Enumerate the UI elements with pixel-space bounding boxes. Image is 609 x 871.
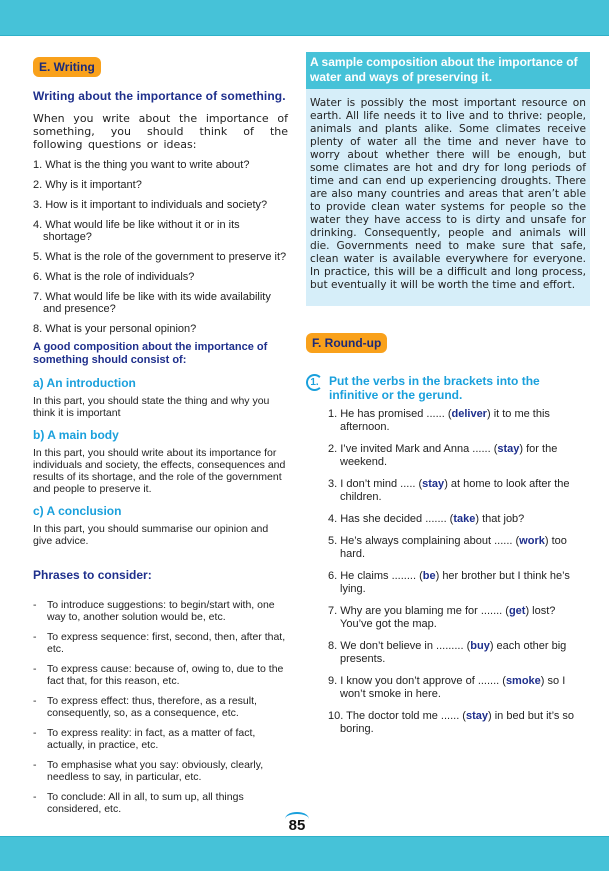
phrase-item <box>33 791 288 815</box>
exercise-verb: stay <box>422 478 445 490</box>
sample-composition-heading: A sample composition about the importance of water and ways of preserving it. <box>306 52 590 89</box>
writing-subtitle: Writing about the importance of something. <box>33 89 286 103</box>
exercise-text: ) in bed but it’s so boring. <box>340 710 575 735</box>
question-item: 1. What is the thing you want to write about? <box>33 159 250 171</box>
exercise-verb: work <box>519 535 545 547</box>
exercise-text: 5. He’s always complaining about ...... ( <box>328 535 520 547</box>
exercise-text: ) too hard. <box>340 535 567 560</box>
exercise-text: 6. He claims ........ ( <box>328 570 423 582</box>
exercise-item <box>328 640 580 666</box>
exercise-text: 1. He has promised ...... ( <box>328 408 452 420</box>
exercise-item <box>328 570 580 596</box>
section-badge-roundup: F. Round-up <box>306 333 387 353</box>
dash-bullet: - <box>33 631 37 643</box>
part-heading-introduction: a) An introduction <box>33 376 136 390</box>
phrase-text: To emphasise what you say: obviously, clearly, needless to say, in particular, etc. <box>47 759 264 783</box>
question-item: 2. Why is it important? <box>33 179 142 191</box>
exercise-verb: take <box>453 513 476 525</box>
exercise-number-icon: 1. <box>306 374 323 391</box>
part-body-main-body: In this part, you should write about its importance for individuals and society, the effects, consequences and results of its shortage, and the role of the government and people to preserve it. <box>33 447 286 495</box>
roundup-section <box>306 332 590 736</box>
dash-bullet: - <box>33 759 37 771</box>
footer-band <box>0 836 609 871</box>
phrase-text: To introduce suggestions: to begin/start with, one way to, another solution would be, etc. <box>47 599 275 623</box>
phrase-item <box>33 727 288 751</box>
part-body-introduction: In this part, you should state the thing and why you think it is important <box>33 395 270 419</box>
composition-structure-heading: A good composition about the importance of something should consist of: <box>33 341 268 366</box>
part-heading-main-body: b) A main body <box>33 428 119 442</box>
dash-bullet: - <box>33 791 37 803</box>
exercise-verb: stay <box>465 710 489 722</box>
page-number: 85 <box>288 817 306 834</box>
exercise-verb: be <box>422 570 436 582</box>
dash-bullet: - <box>33 663 37 675</box>
section-badge-writing: E. Writing <box>33 57 101 77</box>
exercise-text: ) it to me this afternoon. <box>340 408 550 433</box>
exercise-header <box>306 374 590 402</box>
exercise-text: 8. We don’t believe in ......... ( <box>328 640 471 652</box>
exercise-text: 10. The doctor told me ...... ( <box>328 710 466 722</box>
part-heading-conclusion: c) A conclusion <box>33 504 122 518</box>
phrase-text: To express effect: thus, therefore, as a result, consequently, so, as a consequence, etc. <box>47 695 257 719</box>
question-list <box>33 159 288 335</box>
exercise-text: ) for the weekend. <box>340 443 558 468</box>
exercise-verb: smoke <box>505 675 541 687</box>
exercise-text: ) her brother but I think he’s lying. <box>340 570 570 595</box>
exercise-verb: deliver <box>451 408 487 420</box>
sample-composition-body: Water is possibly the most important resource on earth. All life needs it to live and to thrive: people, animals and plants alike. Some climates receive plenty of water all the time and never have to worry about whether there will be enough, but some climates are hot and dry for long periods of time and can end up experiencing droughts. There are also many countries and areas that aren’t able to provide clean water systems for people so the water they have access to is dirty and unsafe for drinking. Consequently, people and animals will die. Governments need to make sure that safe, clean water is available everywhere for everyone. In practice, this will be a difficult and long process, but eventually it will be worth the time and effort. <box>310 97 586 291</box>
exercise-text: ) at home to look after the children. <box>340 478 570 503</box>
exercise-item <box>328 478 580 504</box>
exercise-verb: buy <box>470 640 490 652</box>
exercise-text: 3. I don’t mind ..... ( <box>328 478 423 490</box>
exercise-item <box>328 513 580 526</box>
exercise-text: 7. Why are you blaming me for ....... ( <box>328 605 509 617</box>
exercise-text: 9. I know you don’t approve of ....... ( <box>328 675 506 687</box>
phrases-list <box>33 599 288 815</box>
question-item: 7. What would life be like with its wide availability and presence? <box>33 291 271 315</box>
exercise-text: ) so I won’t smoke in here. <box>340 675 566 700</box>
dash-bullet: - <box>33 599 37 611</box>
exercise-verb: stay <box>497 443 520 455</box>
phrase-item <box>33 599 288 623</box>
exercise-list <box>328 408 590 736</box>
exercise-item <box>328 443 580 469</box>
exercise-item <box>328 408 580 434</box>
phrase-text: To conclude: All in all, to sum up, all things considered, etc. <box>47 791 244 815</box>
writing-intro: When you write about the importance of something, you should think of the following questions or ideas: <box>33 112 288 151</box>
phrase-item <box>33 631 288 655</box>
question-item: 8. What is your personal opinion? <box>33 323 197 335</box>
phrase-item <box>33 759 288 783</box>
exercise-text: ) lost? You’ve got the map. <box>340 605 556 630</box>
exercise-instructions: Put the verbs in the brackets into the infinitive or the gerund. <box>329 374 540 402</box>
sample-composition-box <box>306 52 590 306</box>
dash-bullet: - <box>33 695 37 707</box>
exercise-item <box>328 535 580 561</box>
question-item: 3. How is it important to individuals and society? <box>33 199 268 211</box>
phrases-heading: Phrases to consider: <box>33 568 152 582</box>
exercise-text: ) that job? <box>475 513 525 525</box>
part-body-conclusion: In this part, you should summarise our opinion and give advice. <box>33 523 269 547</box>
phrase-text: To express sequence: first, second, then, after that, etc. <box>47 631 286 655</box>
question-item: 6. What is the role of individuals? <box>33 271 195 283</box>
phrase-item <box>33 695 288 719</box>
phrase-text: To express cause: because of, owing to, due to the fact that, for this reason, etc. <box>47 663 284 687</box>
exercise-item <box>328 675 580 701</box>
right-column <box>306 52 590 736</box>
phrase-item <box>33 663 288 687</box>
exercise-item <box>328 710 580 736</box>
exercise-text: 4. Has she decided ....... ( <box>328 513 454 525</box>
exercise-text: ) each other big presents. <box>340 640 567 665</box>
phrase-text: To express reality: in fact, as a matter of fact, actually, in practice, etc. <box>47 727 256 751</box>
header-band <box>0 0 609 36</box>
dash-bullet: - <box>33 727 37 739</box>
writing-column <box>33 56 288 815</box>
exercise-item <box>328 605 580 631</box>
question-item: 4. What would life be like without it or in its shortage? <box>33 219 240 243</box>
exercise-text: 2. I’ve invited Mark and Anna ...... ( <box>328 443 498 455</box>
question-item: 5. What is the role of the government to preserve it? <box>33 251 287 263</box>
exercise-verb: get <box>508 605 526 617</box>
